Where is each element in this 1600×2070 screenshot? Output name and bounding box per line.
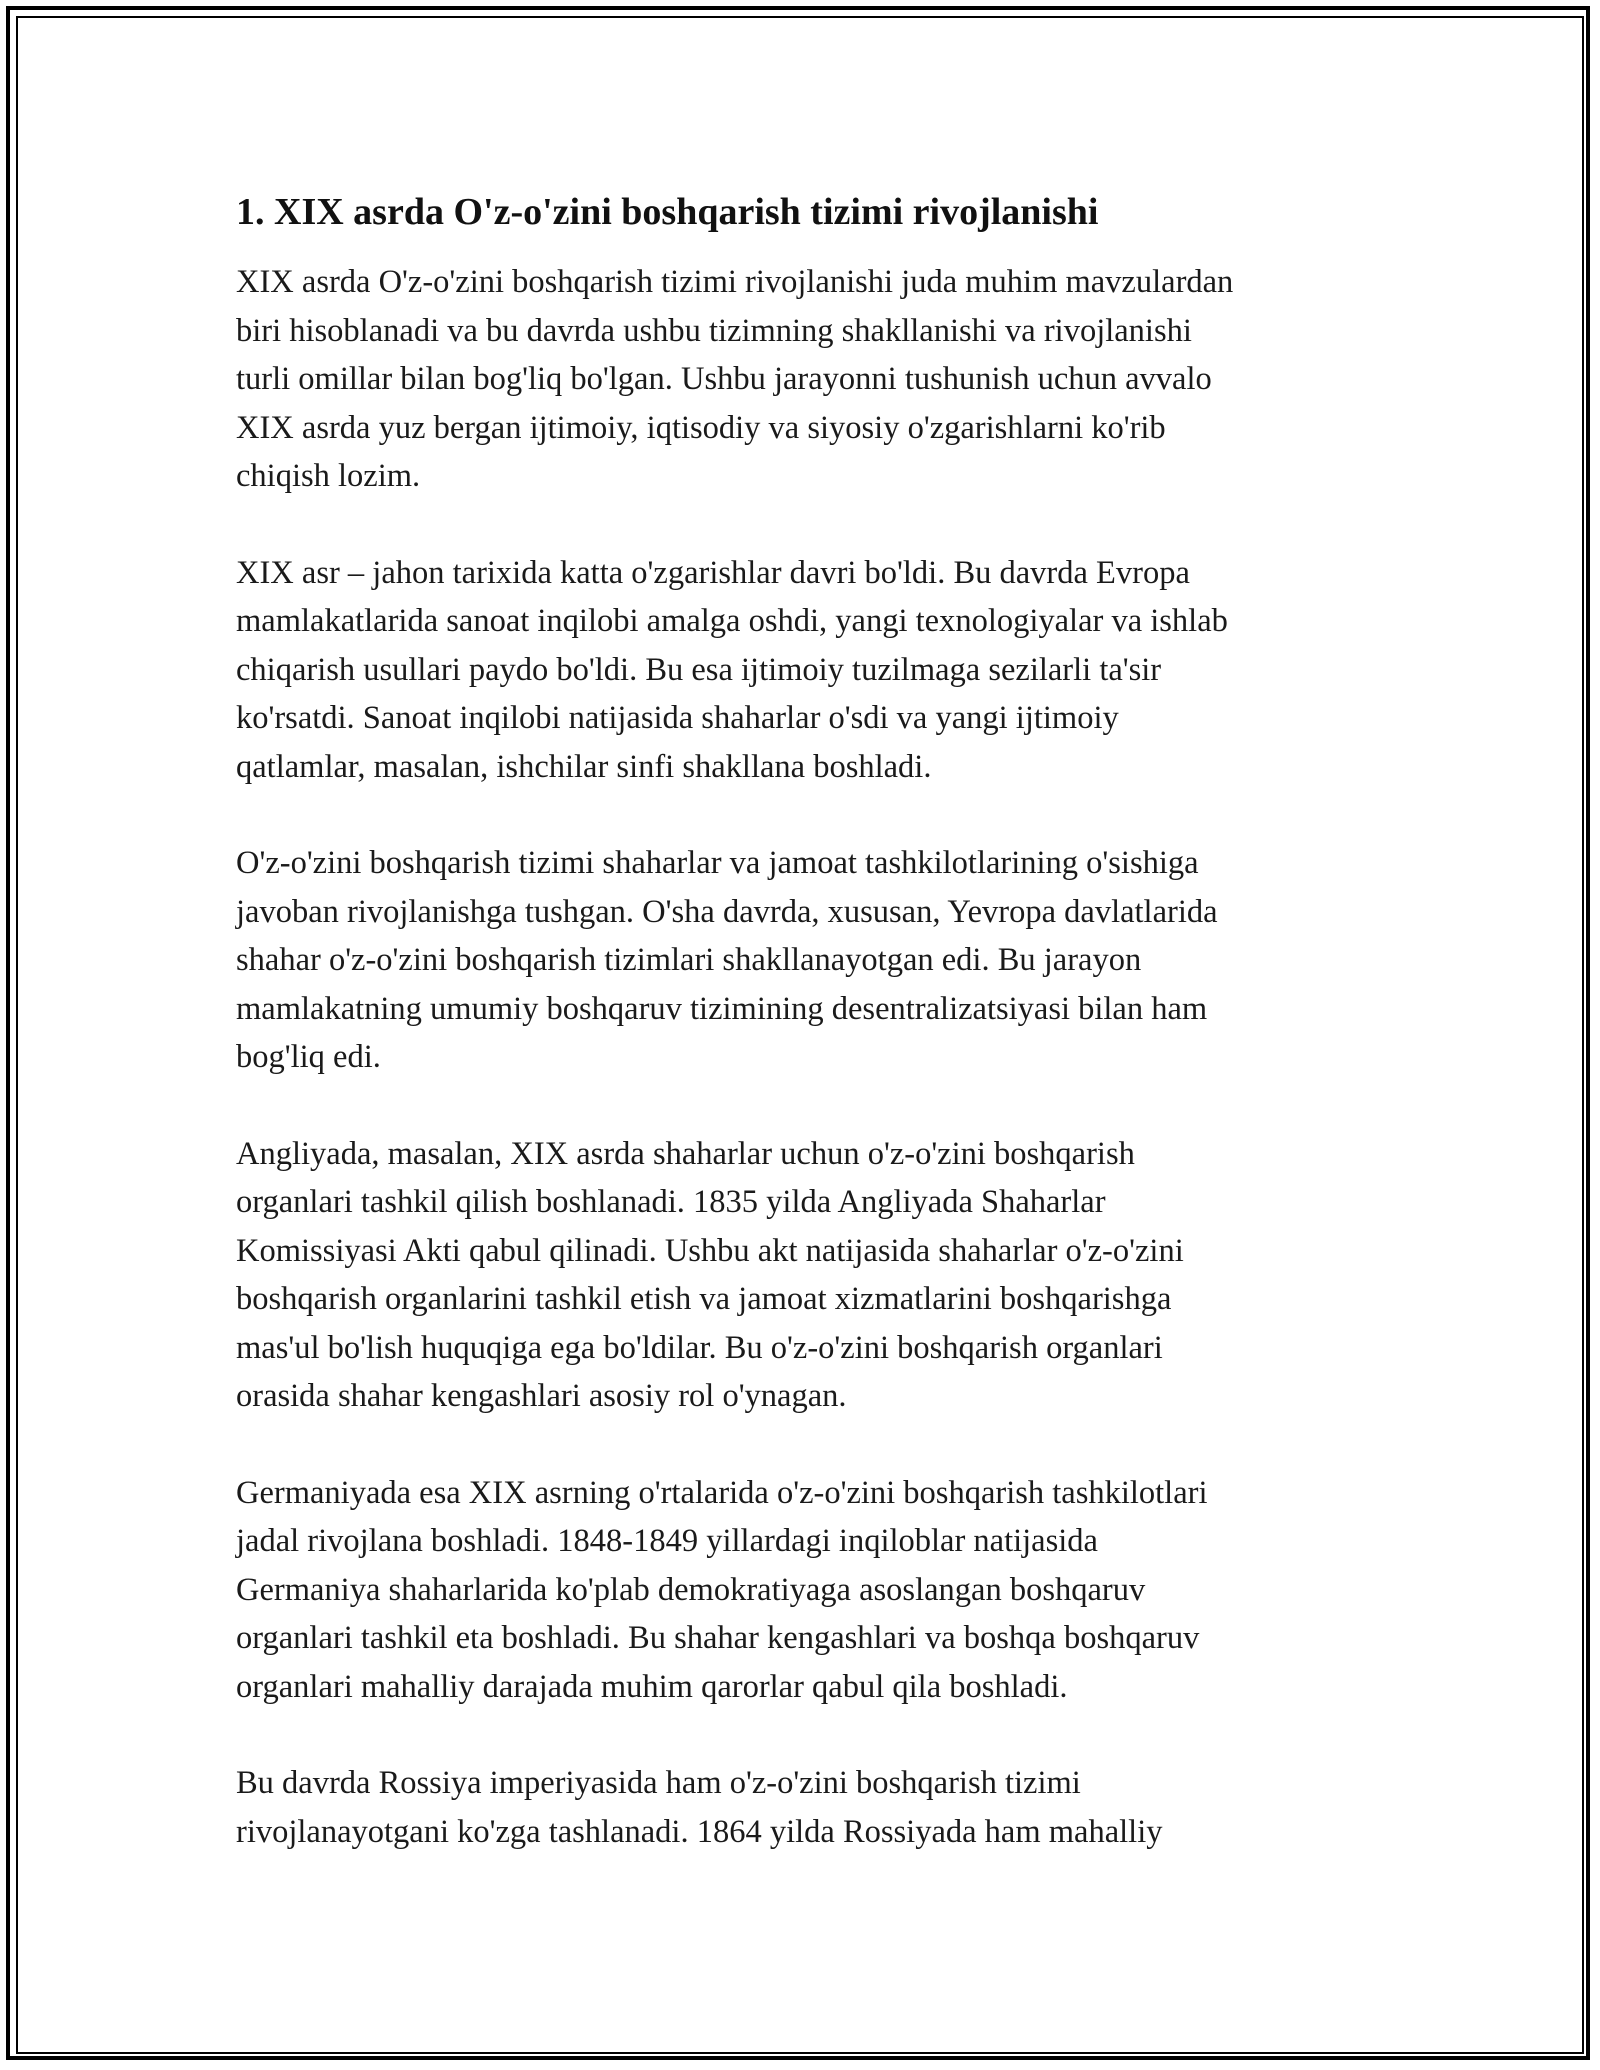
paragraph-line: turli omillar bilan bog'liq bo'lgan. Ushbu jarayonni tushunish uchun avvalo [236,361,1212,397]
paragraph-line: Bu davrda Rossiya imperiyasida ham o'z-o'zini boshqarish tizimi [236,1765,1081,1801]
paragraph-6 [236,1759,1376,1856]
paragraph-1 [236,258,1376,501]
paragraph-line: Germaniya shaharlarida ko'plab demokratiyaga asoslangan boshqaruv [236,1571,1146,1608]
paragraph-5 [236,1469,1376,1712]
paragraph-line: jadal rivojlana boshladi. 1848-1849 yillardagi inqiloblar natijasida [236,1523,1098,1559]
paragraph-line: mamlakatlarida sanoat inqilobi amalga oshdi, yangi texnologiyalar va ishlab [236,603,1228,639]
paragraph-line: organlari tashkil eta boshladi. Bu shahar kengashlari va boshqa boshqaruv [236,1620,1200,1656]
paragraph-line: chiqarish usullari paydo bo'ldi. Bu esa ijtimoiy tuzilmaga sezilarli ta'sir [236,651,1162,688]
paragraph-2 [236,549,1376,792]
paragraph-line: XIX asrda O'z-o'zini boshqarish tizimi rivojlanishi juda muhim mavzulardan [236,264,1234,300]
document-title: 1. XIX asrda O'z-o'zini boshqarish tizimi rivojlanishi [236,191,1099,233]
document-body [236,188,1376,1904]
paragraph-line: ko'rsatdi. Sanoat inqilobi natijasida shaharlar o'sdi va yangi ijtimoiy [236,700,1119,736]
paragraph-line: orasida shahar kengashlari asosiy rol o'ynagan. [236,1378,847,1414]
paragraph-4 [236,1130,1376,1421]
paragraph-line: chiqish lozim. [236,458,421,494]
paragraph-line: Angliyada, masalan, XIX asrda shaharlar uchun o'z-o'zini boshqarish [236,1135,1135,1172]
paragraph-line: mas'ul bo'lish huquqiga ega bo'ldilar. Bu o'z-o'zini boshqarish organlari [236,1329,1163,1366]
paragraph-line: O'z-o'zini boshqarish tizimi shaharlar va jamoat tashkilotlarining o'sishiga [236,845,1199,881]
paragraph-line: XIX asr – jahon tarixida katta o'zgarishlar davri bo'ldi. Bu davrda Evropa [236,554,1190,591]
paragraph-3 [236,839,1376,1082]
paragraph-line: organlari tashkil qilish boshlanadi. 1835 yilda Angliyada Shaharlar [236,1184,1106,1220]
paragraph-line: Komissiyasi Akti qabul qilinadi. Ushbu akt natijasida shaharlar o'z-o'zini [236,1232,1184,1269]
paragraph-line: Germaniyada esa XIX asrning o'rtalarida o'z-o'zini boshqarish tashkilotlari [236,1474,1208,1511]
paragraph-line: XIX asrda yuz bergan ijtimoiy, iqtisodiy va siyosiy o'zgarishlarni ko'rib [236,409,1166,446]
paragraph-line: boshqarish organlarini tashkil etish va jamoat xizmatlarini boshqarishga [236,1281,1172,1317]
paragraph-line: mamlakatning umumiy boshqaruv tizimining desentralizatsiyasi bilan ham [236,990,1208,1027]
paragraph-line: organlari mahalliy darajada muhim qarorlar qabul qila boshladi. [236,1668,1068,1705]
paragraph-line: bog'liq edi. [236,1039,381,1075]
paragraph-line: rivojlanayotgani ko'zga tashlanadi. 1864 yilda Rossiyada ham mahalliy [236,1813,1163,1850]
paragraph-line: qatlamlar, masalan, ishchilar sinfi shakllana boshladi. [236,748,932,785]
paragraph-line: javoban rivojlanishga tushgan. O'sha davrda, xususan, Yevropa davlatlarida [236,893,1218,930]
paragraph-line: shahar o'z-o'zini boshqarish tizimlari shakllanayotgan edi. Bu jarayon [236,942,1142,978]
paragraph-line: biri hisoblanadi va bu davrda ushbu tizimning shakllanishi va rivojlanishi [236,312,1192,349]
